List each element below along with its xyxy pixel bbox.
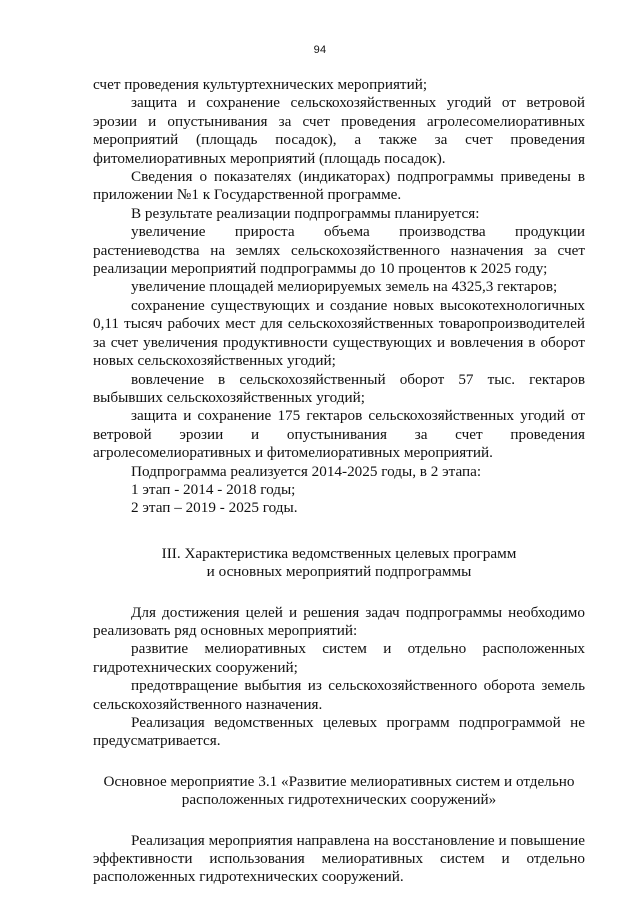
activity-heading-line: Основное мероприятие 3.1 «Развитие мелиоративных систем и отдельно: [103, 772, 575, 790]
activity-heading: [93, 773, 585, 810]
document-body: [93, 76, 585, 887]
paragraph: Сведения о показателях (индикаторах) подпрограммы приведены в приложении №1 к Государственной программе.: [93, 168, 585, 204]
paragraph: 2 этап – 2019 - 2025 годы.: [131, 499, 298, 517]
section-heading-line: и основных мероприятий подпрограммы: [206, 563, 472, 581]
paragraph: предотвращение выбытия из сельскохозяйственного оборота земель сельскохозяйственного назначения.: [93, 677, 585, 713]
paragraph: В результате реализации подпрограммы планируется:: [131, 204, 480, 222]
section-heading-line: III. Характеристика ведомственных целевых программ: [161, 544, 517, 562]
paragraph: защита и сохранение 175 гектаров сельскохозяйственных угодий от ветровой эрозии и опустынивания за счет проведения агролесомелиоративных и фитомелиоративных мероприятий.: [93, 407, 585, 462]
spacer: [93, 518, 585, 545]
spacer: [93, 751, 585, 773]
paragraph: Реализация мероприятия направлена на восстановление и повышение эффективности использования мелиоративных систем и отдельно расположенных гидротехнических сооружений.: [93, 831, 585, 886]
paragraph: 1 этап - 2014 - 2018 годы;: [131, 480, 296, 498]
spacer: [93, 810, 585, 832]
paragraph: развитие мелиоративных систем и отдельно расположенных гидротехнических сооружений;: [93, 640, 585, 676]
paragraph: Реализация ведомственных целевых программ подпрограммой не предусматривается.: [93, 714, 585, 750]
paragraph: счет проведения культуртехнических мероприятий;: [93, 76, 428, 93]
paragraph: сохранение существующих и создание новых высокотехнологичных 0,11 тысяч рабочих мест для сельскохозяйственных товаропроизводителей за счет увеличения продуктивности существующих и вовлечения в оборот новых сельскохозяйственных угодий;: [93, 296, 585, 370]
paragraph: вовлечение в сельскохозяйственный оборот 57 тыс. гектаров выбывших сельскохозяйственных угодий;: [93, 370, 585, 406]
section-heading: [93, 545, 585, 582]
paragraph: защита и сохранение сельскохозяйственных угодий от ветровой эрозии и опустынивания за счет проведения агролесомелиоративных мероприятий (площадь посадок), а также за счет проведения фитомелиоративных мероприятий (площадь посадок).: [93, 94, 585, 167]
paragraph: Для достижения целей и решения задач подпрограммы необходимо реализовать ряд основных мероприятий:: [93, 603, 585, 639]
activity-heading-line: расположенных гидротехнических сооружений»: [181, 791, 497, 809]
paragraph: Подпрограмма реализуется 2014-2025 годы, в 2 этапа:: [131, 462, 482, 480]
paragraph: увеличение площадей мелиорируемых земель на 4325,3 гектаров;: [131, 278, 558, 296]
paragraph: увеличение прироста объема производства продукции растениеводства на землях сельскохозяйственного назначения за счет реализации мероприятий подпрограммы до 10 процентов к 2025 году;: [93, 223, 585, 278]
page-number: 94: [313, 44, 327, 56]
spacer: [93, 582, 585, 604]
